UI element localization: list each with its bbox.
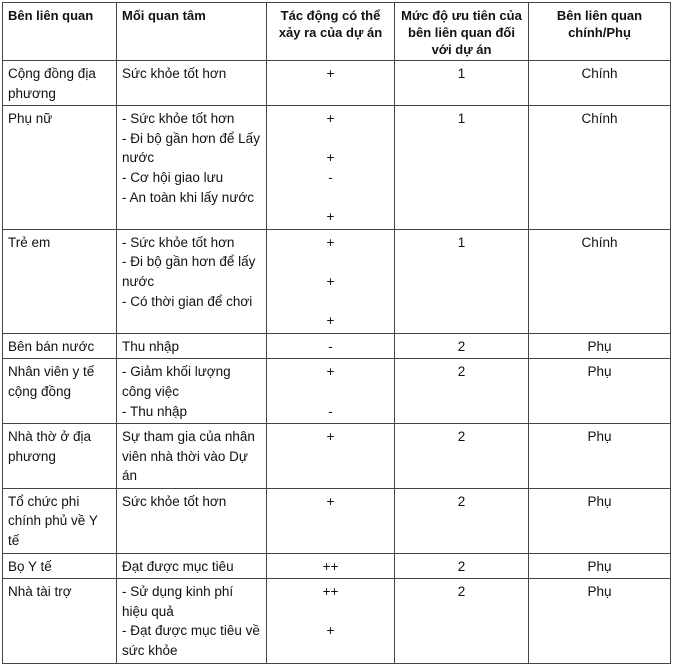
table-row [3,579,671,663]
impact-mark: + [326,66,335,81]
header-impact: Tác động có thể xảy ra của dự án [267,3,395,61]
stakeholder-cell: Bên bán nước [3,333,117,359]
interest-item: - Sử dụng kinh phí hiệu quả [122,584,234,619]
impact-mark: + [326,273,335,289]
interest-item: - An toàn khi lấy nước [122,189,254,205]
interest-item: - Đạt được mục tiêu về sức khỏe [122,623,260,659]
interest-cell [117,424,267,489]
table-row [3,488,671,553]
priority-cell: 1 [395,61,529,106]
priority-cell: 2 [395,553,529,579]
table-row [3,424,671,489]
interest-item: - Giảm khối lượng công việc [122,364,231,399]
header-priority: Mức độ ưu tiên của bên liên quan đối với dự án [395,3,529,61]
impact-cell [267,359,395,424]
interest-item: Đạt được mục tiêu [122,558,234,574]
interest-item: Sức khỏe tốt hơn [122,66,227,81]
impact-cell [267,106,395,230]
type-cell: Phụ [529,553,671,579]
table-row [3,106,671,230]
impact-mark: ++ [322,584,339,600]
priority-cell: 2 [395,359,529,424]
type-cell: Phụ [529,359,671,424]
stakeholder-cell: Trẻ em [3,229,117,333]
header-type: Bên liên quan chính/Phụ [529,3,671,61]
priority-cell: 2 [395,333,529,359]
interest-cell [117,579,267,663]
impact-cell [267,488,395,553]
impact-cell [267,579,395,663]
interest-cell [117,359,267,424]
impact-mark: - [328,338,333,354]
impact-mark: + [326,150,335,166]
interest-item: - Cơ hội giao lưu [122,169,224,185]
impact-mark: + [326,111,335,127]
header-row [3,3,671,61]
impact-cell [267,333,395,359]
impact-mark: + [326,234,335,250]
type-cell: Phụ [529,579,671,663]
interest-item: - Sức khỏe tốt hơn [122,111,235,127]
impact-cell [267,229,395,333]
impact-mark: + [326,429,335,445]
table-row [3,229,671,333]
stakeholder-cell: Bọ Y tế [3,553,117,579]
priority-cell: 1 [395,106,529,230]
impact-cell [267,61,395,106]
impact-mark: - [328,169,333,185]
type-cell: Chính [529,229,671,333]
interest-cell [117,553,267,579]
stakeholder-cell: Tổ chức phi chính phủ về Y tế [3,488,117,553]
interest-item: - Có thời gian để chơi [122,293,253,309]
table-row [3,553,671,579]
interest-item: - Đi bộ gần hơn để Lấy nước [122,130,260,166]
interest-item: Thu nhập [122,338,180,354]
impact-mark: + [326,623,335,639]
type-cell: Phụ [529,333,671,359]
impact-mark: - [328,403,333,419]
type-cell: Phụ [529,424,671,489]
stakeholder-cell: Nhà thờ ở địa phương [3,424,117,489]
impact-mark: + [326,209,335,225]
interest-item: - Đi bộ gần hơn để lấy nước [122,254,256,289]
type-cell: Chính [529,106,671,230]
interest-item: - Sức khỏe tốt hơn [122,234,235,250]
interest-item: Sức khỏe tốt hơn [122,493,227,509]
impact-mark: + [326,364,335,380]
interest-cell [117,106,267,230]
interest-item: Sự tham gia của nhân viên nhà thời vào Dự án [122,429,255,484]
type-cell: Phụ [529,488,671,553]
header-stakeholder: Bên liên quan [3,3,117,61]
stakeholder-cell: Nhà tài trợ [3,579,117,663]
type-cell: Chính [529,61,671,106]
stakeholder-table [2,2,671,664]
interest-cell [117,488,267,553]
priority-cell: 1 [395,229,529,333]
interest-cell [117,229,267,333]
impact-mark: + [326,313,335,329]
stakeholder-cell: Nhân viên y tế cộng đồng [3,359,117,424]
table-row [3,359,671,424]
impact-mark: ++ [322,558,339,574]
table-row [3,61,671,106]
interest-item: - Thu nhập [122,403,188,419]
interest-cell [117,61,267,106]
header-interest: Mối quan tâm [117,3,267,61]
priority-cell: 2 [395,579,529,663]
impact-cell [267,553,395,579]
impact-cell [267,424,395,489]
table-row [3,333,671,359]
stakeholder-cell: Phụ nữ [3,106,117,230]
interest-cell [117,333,267,359]
priority-cell: 2 [395,488,529,553]
priority-cell: 2 [395,424,529,489]
stakeholder-cell: Cộng đồng địa phương [3,61,117,106]
impact-mark: + [326,493,335,509]
